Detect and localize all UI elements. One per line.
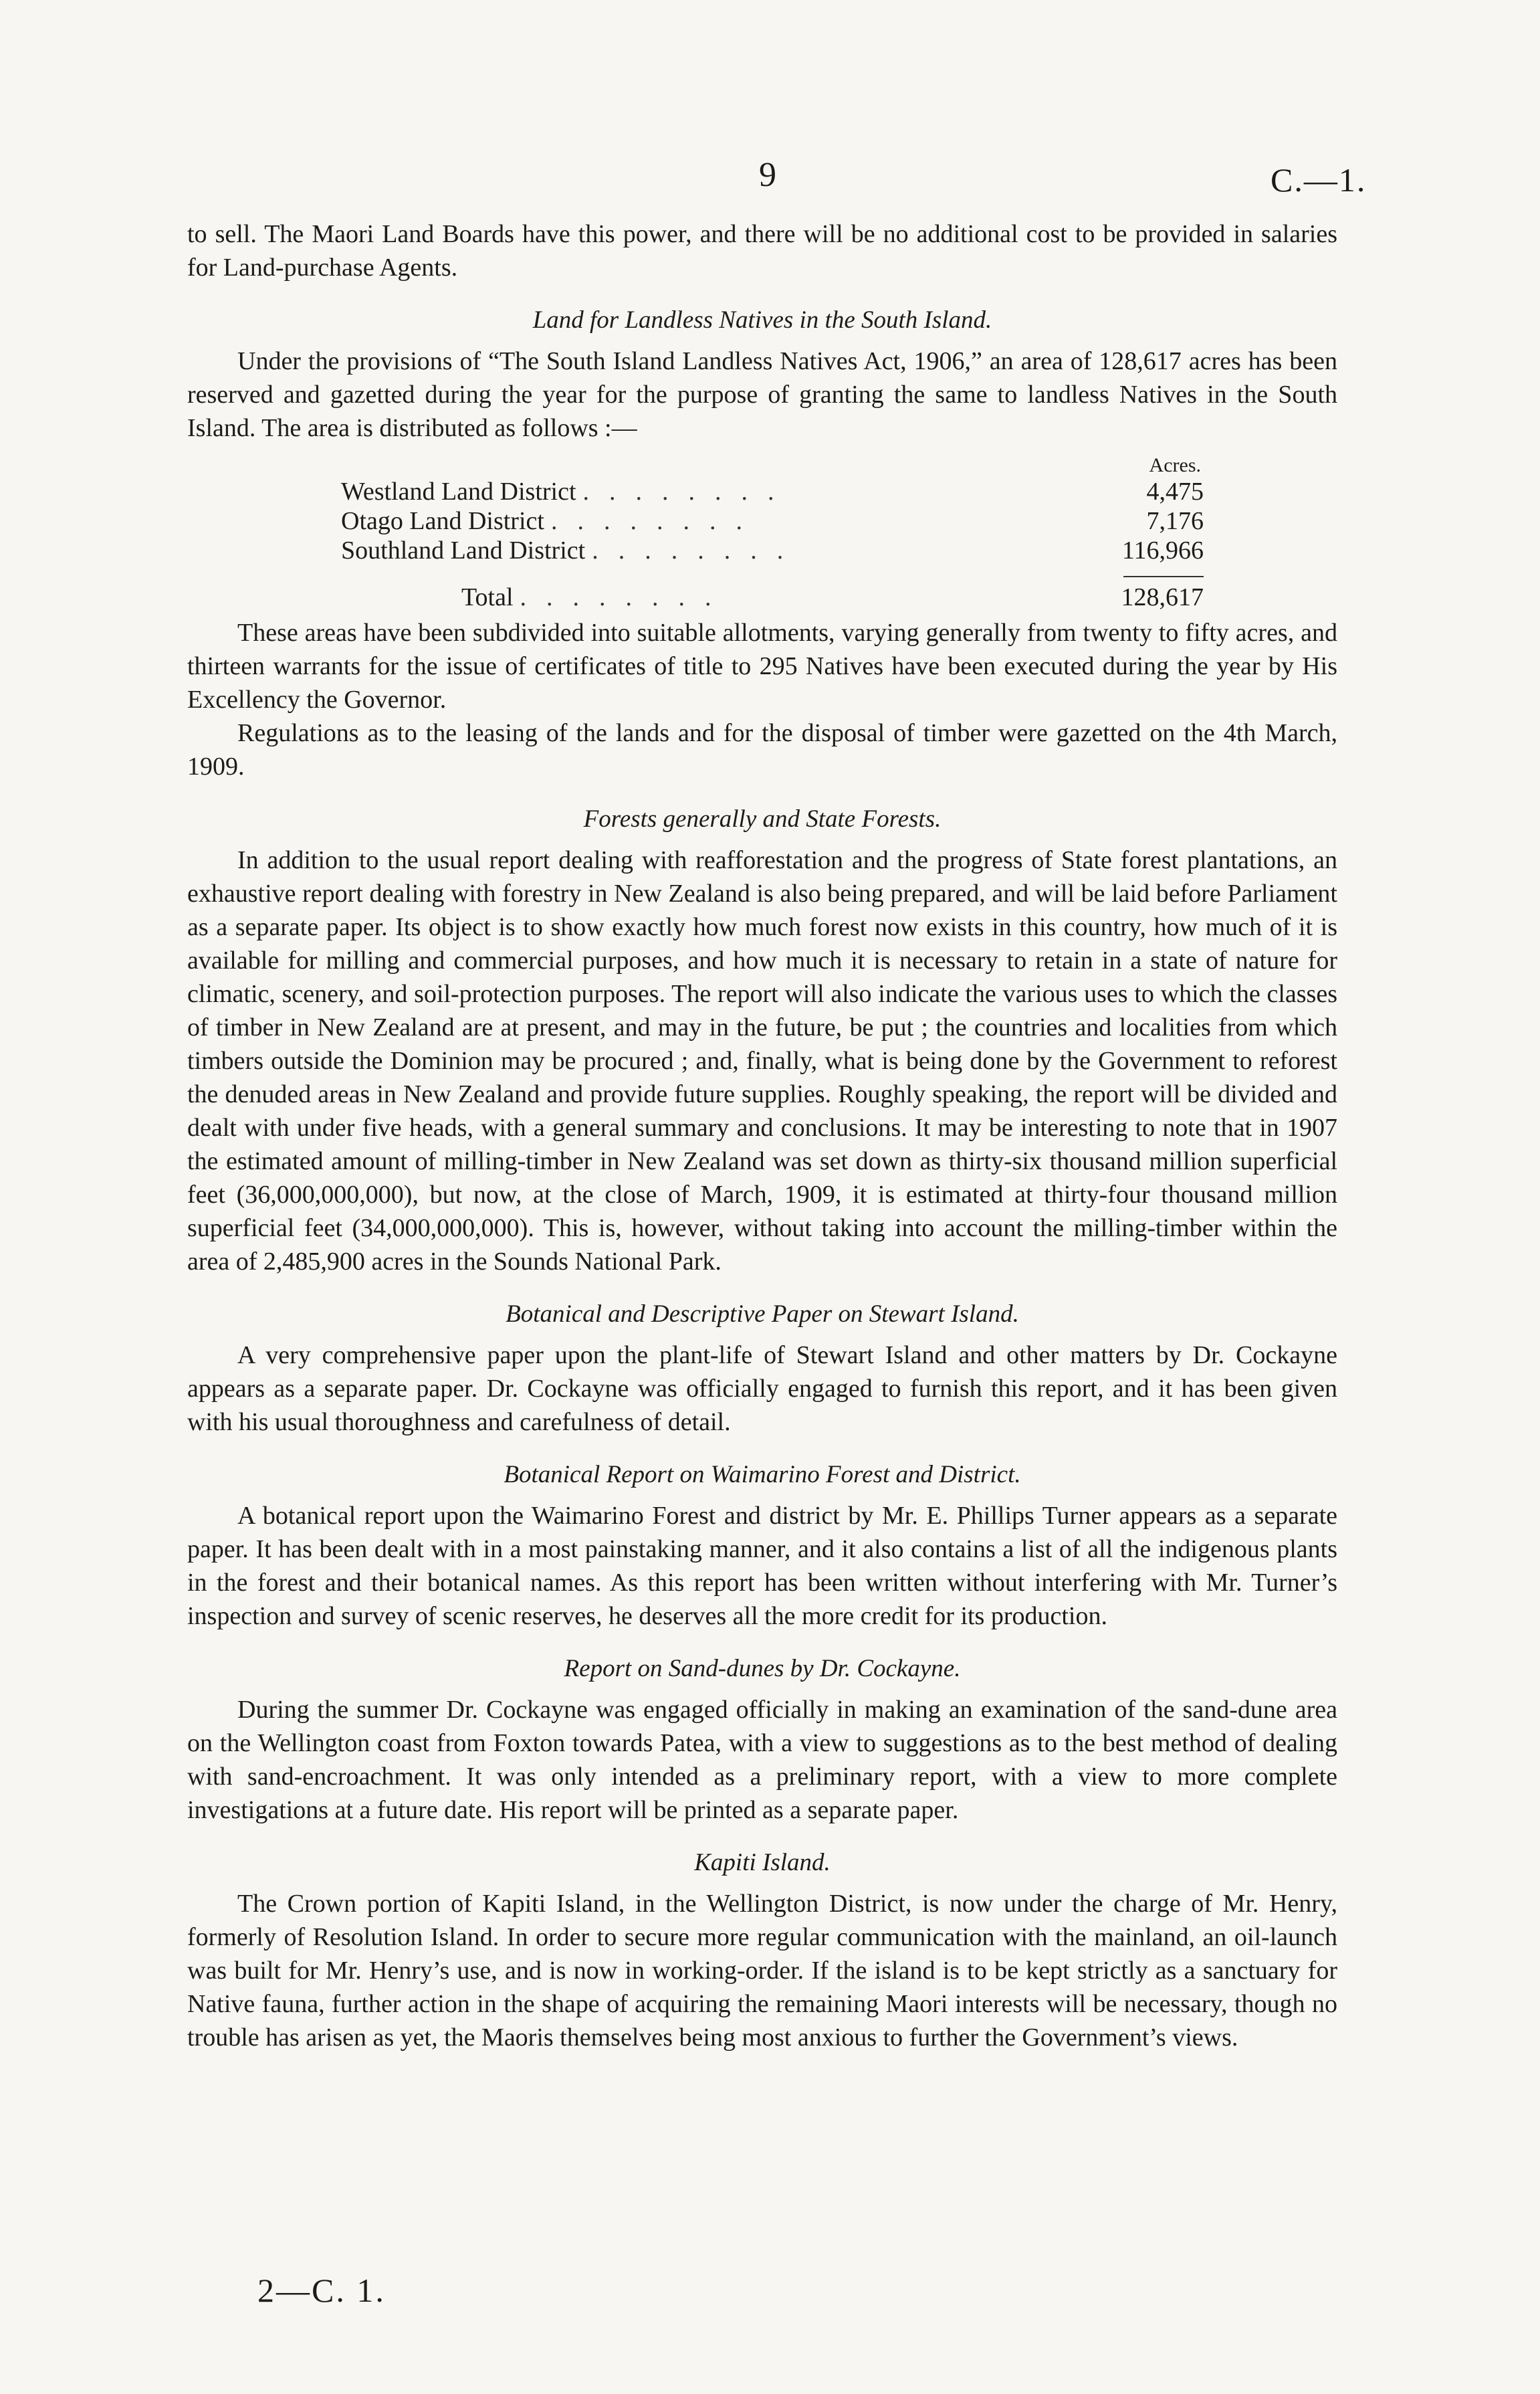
paragraph-forestry-report: In addition to the usual report dealing with reafforestation and the progress of State forest plantations, an exhaustive report dealing with forestry in New Zealand is also being prepared, and will be laid before Parliament as a separate paper. Its object is to show exactly how much forest now exists in this country, how much of it is available for milling and commercial purposes, and how much it is necessary to retain in a state of nature for climatic, scenery, and soil-protection purposes. The report will also indicate the various uses to which the classes of timber in New Zealand are at present, and may in the future, be put ; the countries and localities from which timbers outside the Dominion may be procured ; and, finally, what is being done by the Government to reforest the denuded areas in New Zealand and provide future supplies. Roughly speaking, the report will be divided and dealt with under five heads, with a general summary and conclusions. It may be interesting to note that in 1907 the estimated amount of milling-timber in New Zealand was set down as thirty-six thousand million superficial feet (36,000,000,000), but now, at the close of March, 1909, it is estimated at thirty-four thousand million superficial feet (34,000,000,000). This is, however, without taking into account the milling-timber within the area of 2,485,900 acres in the Sounds National Park. [187, 846, 1337, 1276]
district-name: Otago Land District [341, 507, 544, 535]
dot-leader: ........ [582, 478, 794, 506]
total-acres: 128,617 [1121, 583, 1204, 611]
paragraph-stewart-island: A very comprehensive paper upon the plant-life of Stewart Island and other matters by Dr. Cockayne appears as a separate paper. Dr. Cockayne was officially engaged to furnish this report, and it has been given with his usual thoroughness and carefulness of detail. [187, 1341, 1337, 1436]
table-row [341, 536, 1204, 565]
heading-stewart-island: Botanical and Descriptive Paper on Stewart Island. [506, 1300, 1019, 1328]
paragraph-regulations: Regulations as to the leasing of the lands and for the disposal of timber were gazetted on the 4th March, 1909. [187, 719, 1337, 781]
heading-kapiti: Kapiti Island. [694, 1849, 831, 1876]
paragraph-landless-act: Under the provisions of “The South Island Landless Natives Act, 1906,” an area of 128,617 acres has been reserved and gazetted during the year for the purpose of granting the same to landless Natives in the South Island. The area is distributed as follows :— [187, 347, 1337, 442]
body-text [187, 217, 1337, 2054]
district-name: Southland Land District [341, 536, 586, 565]
land-district-table [341, 454, 1204, 612]
dot-leader: ........ [520, 583, 732, 611]
dot-leader: ........ [550, 507, 762, 535]
document-reference: C.—1. [1271, 161, 1367, 199]
district-acres: 7,176 [1146, 507, 1204, 535]
heading-landless-natives: Land for Landless Natives in the South Island. [532, 306, 992, 334]
page-number: 9 [759, 156, 776, 194]
total-row [341, 583, 1204, 612]
total-label: Total [461, 583, 514, 611]
paragraph-allotments: These areas have been subdivided into suitable allotments, varying generally from twenty to fifty acres, and thirteen warrants for the issue of certificates of title to 295 Natives have been executed during the year by His Excellency the Governor. [187, 619, 1337, 714]
table-row [341, 506, 1204, 536]
signature-mark: 2—C. 1. [257, 2272, 386, 2309]
heading-waimarino: Botanical Report on Waimarino Forest and District. [504, 1461, 1021, 1488]
district-acres: 4,475 [1146, 478, 1204, 506]
paragraph-kapiti: The Crown portion of Kapiti Island, in the Wellington District, is now under the charge of Mr. Henry, formerly of Resolution Island. In order to secure more regular communication with the mainland, an oil-launch was built for Mr. Henry’s use, and is now in working-order. If the island is to be kept strictly as a sanctuary for Native fauna, further action in the shape of acquiring the remaining Maori interests will be necessary, though no trouble has arisen as yet, the Maoris themselves being most anxious to further the Government’s views. [187, 1890, 1337, 2052]
heading-forests: Forests generally and State Forests. [583, 805, 942, 833]
dot-leader: ........ [592, 536, 804, 565]
table-row [341, 477, 1204, 506]
heading-sand-dunes: Report on Sand-dunes by Dr. Cockayne. [564, 1655, 961, 1682]
district-acres: 116,966 [1121, 536, 1204, 565]
district-name: Westland Land District [341, 478, 576, 506]
paragraph-sand-dunes: During the summer Dr. Cockayne was engaged officially in making an examination of the sand-dune area on the Wellington coast from Foxton towards Patea, with a view to suggestions as to the best method of dealing with sand-encroachment. It was only intended as a preliminary report, with a view to more complete investigations at a future date. His report will be printed as a separate paper. [187, 1696, 1337, 1824]
acres-column-header: Acres. [1149, 454, 1201, 476]
paragraph-continuation: to sell. The Maori Land Boards have this power, and there will be no additional cost to be provided in salaries for Land-purchase Agents. [187, 220, 1337, 282]
paragraph-waimarino: A botanical report upon the Waimarino Forest and district by Mr. E. Phillips Turner appears as a separate paper. It has been dealt with in a most painstaking manner, and it also contains a list of all the indigenous plants in the forest and their botanical names. As this report has been written without interfering with Mr. Turner’s inspection and survey of scenic reserves, he deserves all the more credit for its production. [187, 1502, 1337, 1630]
total-rule [1123, 576, 1204, 577]
